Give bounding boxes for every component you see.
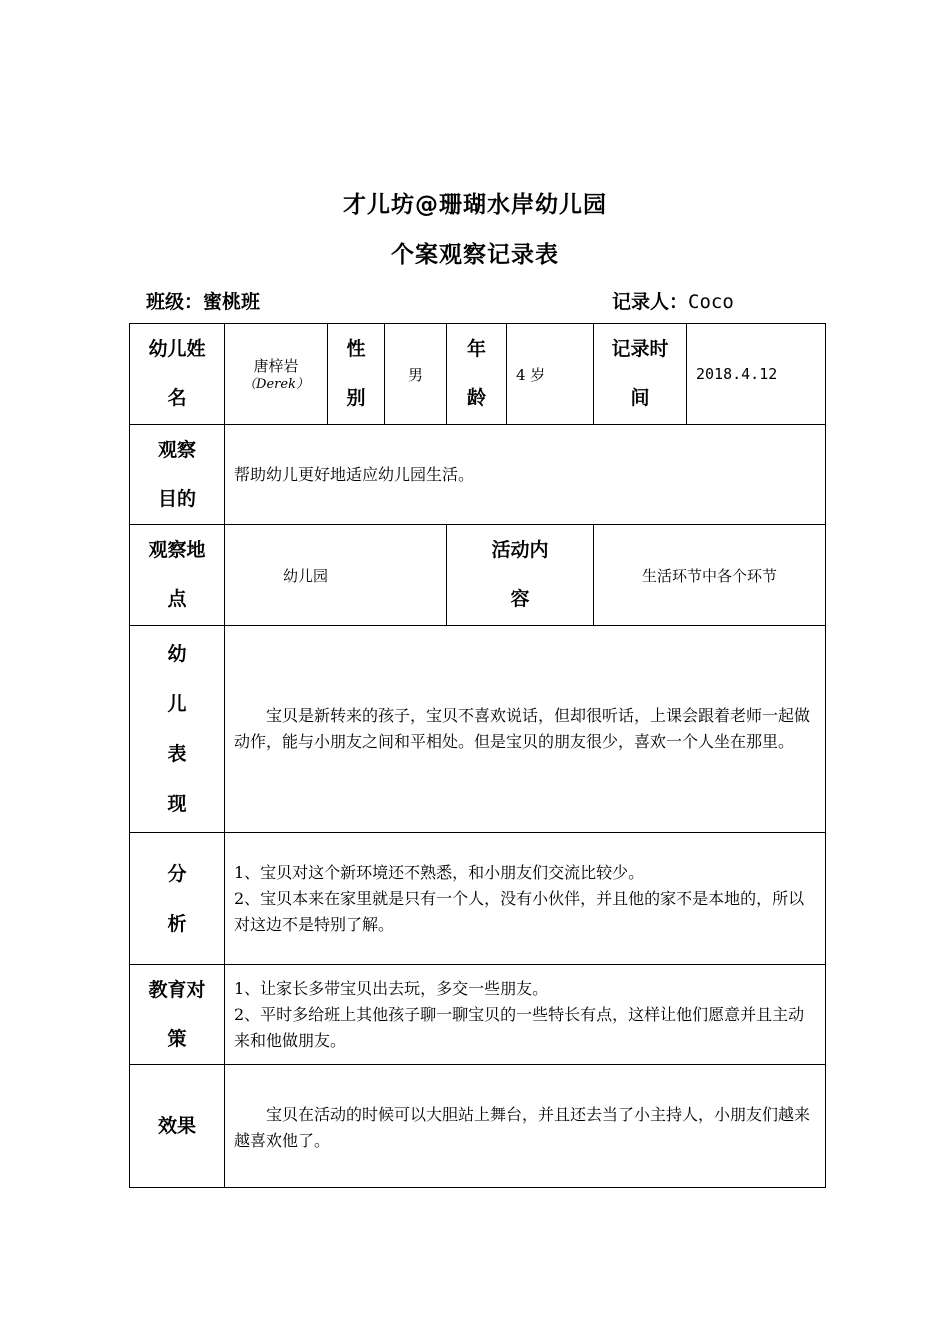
activity-label-line1: 活动内: [491, 539, 549, 561]
strategy-value-cell: [225, 965, 826, 1065]
class-field: [146, 287, 260, 314]
place-value: 幼儿园: [225, 525, 447, 626]
name-label-line1: 幼儿姓: [148, 338, 206, 360]
performance-label-char: 儿: [167, 693, 187, 715]
time-label-cell: [594, 324, 687, 425]
name-label-line2: 名: [167, 387, 187, 409]
time-label-line2: 间: [630, 387, 650, 409]
activity-value: 生活环节中各个环节: [594, 525, 826, 626]
effect-label: 效果: [130, 1065, 225, 1188]
strategy-item: 2、平时多给班上其他孩子聊一聊宝贝的一些特长有点，这样让他们愿意并且主动来和他做朋友。: [234, 1004, 805, 1050]
name-value: 唐梓岩: [253, 356, 299, 375]
strategy-label-line2: 策: [167, 1027, 187, 1050]
analysis-item: 2、宝贝本来在家里就是只有一个人，没有小伙伴，并且他的家不是本地的，所以对这边不是特别了解。: [234, 888, 805, 934]
performance-label-char: 幼: [167, 643, 187, 665]
activity-label-line2: 容: [510, 588, 530, 610]
strategy-label-line1: 教育对: [148, 978, 206, 1001]
effect-value: 宝贝在活动的时候可以大胆站上舞台，并且还去当了小主持人，小朋友们越来越喜欢他了。: [225, 1065, 826, 1188]
gender-value: 男: [385, 324, 447, 425]
class-value: 蜜桃班: [203, 291, 261, 313]
place-row: [130, 525, 826, 626]
time-label-line1: 记录时: [611, 338, 669, 360]
performance-label-char: 表: [167, 743, 187, 765]
analysis-label-cell: [130, 833, 225, 965]
name-label-cell: [130, 324, 225, 425]
form-title: 个案观察记录表: [391, 242, 559, 268]
performance-label-char: 现: [167, 793, 187, 815]
purpose-label-line1: 观察: [157, 438, 196, 461]
activity-label-cell: [447, 525, 594, 626]
recorder-value: Coco: [688, 291, 734, 313]
performance-row: [130, 626, 826, 833]
place-label-cell: [130, 525, 225, 626]
analysis-value-cell: [225, 833, 826, 965]
purpose-row: [130, 425, 826, 525]
info-row: [130, 324, 826, 425]
name-value-cell: [225, 324, 328, 425]
purpose-label-cell: [130, 425, 225, 525]
time-value: 2018.4.12: [687, 324, 826, 425]
name-english-value: （Derek）: [243, 376, 309, 392]
class-label: 班级：: [146, 291, 204, 313]
age-label-line1: 年: [466, 338, 486, 360]
recorder-label: 记录人：: [612, 291, 689, 313]
performance-value: 宝贝是新转来的孩子，宝贝不喜欢说话，但却很听话，上课会跟着老师一起做动作，能与小朋友之间和平相处。但是宝贝的朋友很少，喜欢一个人坐在那里。: [225, 626, 826, 833]
kindergarten-title: 才儿坊@珊瑚水岸幼儿园: [343, 192, 607, 218]
observation-table: [129, 323, 826, 1188]
gender-label-line2: 别: [346, 387, 366, 409]
place-label-line1: 观察地: [148, 539, 206, 561]
analysis-label-char: 分: [167, 862, 187, 885]
strategy-row: [130, 965, 826, 1065]
age-label-line2: 龄: [466, 387, 486, 409]
strategy-item: 1、让家长多带宝贝出去玩，多交一些朋友。: [234, 978, 549, 998]
analysis-label-char: 析: [167, 912, 187, 935]
strategy-label-cell: [130, 965, 225, 1065]
place-label-line2: 点: [167, 588, 187, 610]
age-value: 4 岁: [507, 324, 594, 425]
purpose-label-line2: 目的: [157, 487, 196, 510]
purpose-value: 帮助幼儿更好地适应幼儿园生活。: [225, 425, 826, 525]
recorder-field: [612, 287, 734, 314]
age-label-cell: [447, 324, 507, 425]
effect-row: [130, 1065, 826, 1188]
analysis-item: 1、宝贝对这个新环境还不熟悉，和小朋友们交流比较少。: [234, 862, 645, 882]
analysis-row: [130, 833, 826, 965]
gender-label-line1: 性: [346, 338, 366, 360]
gender-label-cell: [328, 324, 385, 425]
performance-label-cell: [130, 626, 225, 833]
